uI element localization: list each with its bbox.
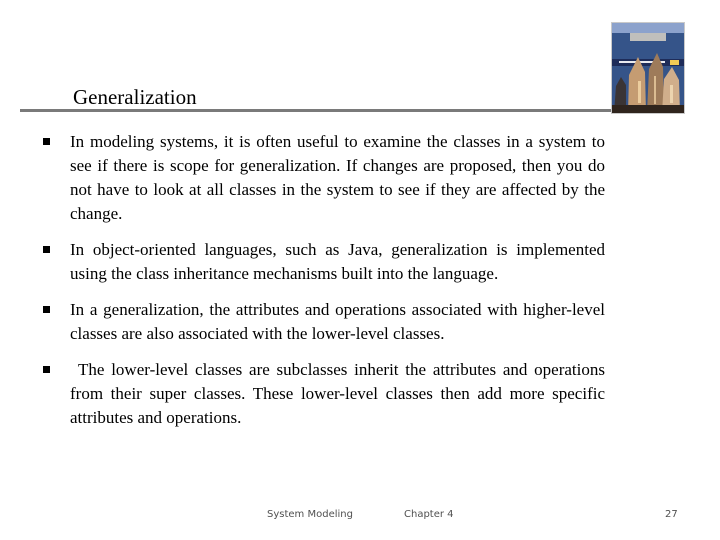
footer-chapter-label: Chapter 4: [404, 509, 454, 520]
bullet-item: [43, 238, 605, 286]
bullet-text: In modeling systems, it is often useful to examine the classes in a system to see if there is scope for generalization. If changes are proposed, then you do not have to look at all classes in the system to see if they are affected by the change.: [70, 132, 605, 223]
bullet-text: In object-oriented languages, such as Java, generalization is implemented using the class inheritance mechanisms built into the language.: [70, 240, 605, 283]
bullet-item: [43, 298, 605, 346]
bullet-item: [43, 358, 605, 430]
bullet-marker-icon: [43, 366, 50, 373]
bullet-item: [43, 130, 605, 226]
book-cover-icon: [611, 22, 685, 114]
bullet-text: In a generalization, the attributes and operations associated with higher-level classes are also associated with the lower-level classes.: [70, 300, 605, 343]
footer-left-label: System Modeling: [267, 509, 353, 520]
title-divider: [20, 109, 612, 112]
slide-title: Generalization: [73, 85, 197, 109]
bullet-list: [43, 130, 605, 430]
page-number: 27: [665, 509, 678, 520]
bullet-marker-icon: [43, 138, 50, 145]
bullet-marker-icon: [43, 246, 50, 253]
bullet-marker-icon: [43, 306, 50, 313]
bullet-text: The lower-level classes are subclasses inherit the attributes and operations from their super classes. These lower-level classes then add more specific attributes and operations.: [70, 360, 605, 427]
